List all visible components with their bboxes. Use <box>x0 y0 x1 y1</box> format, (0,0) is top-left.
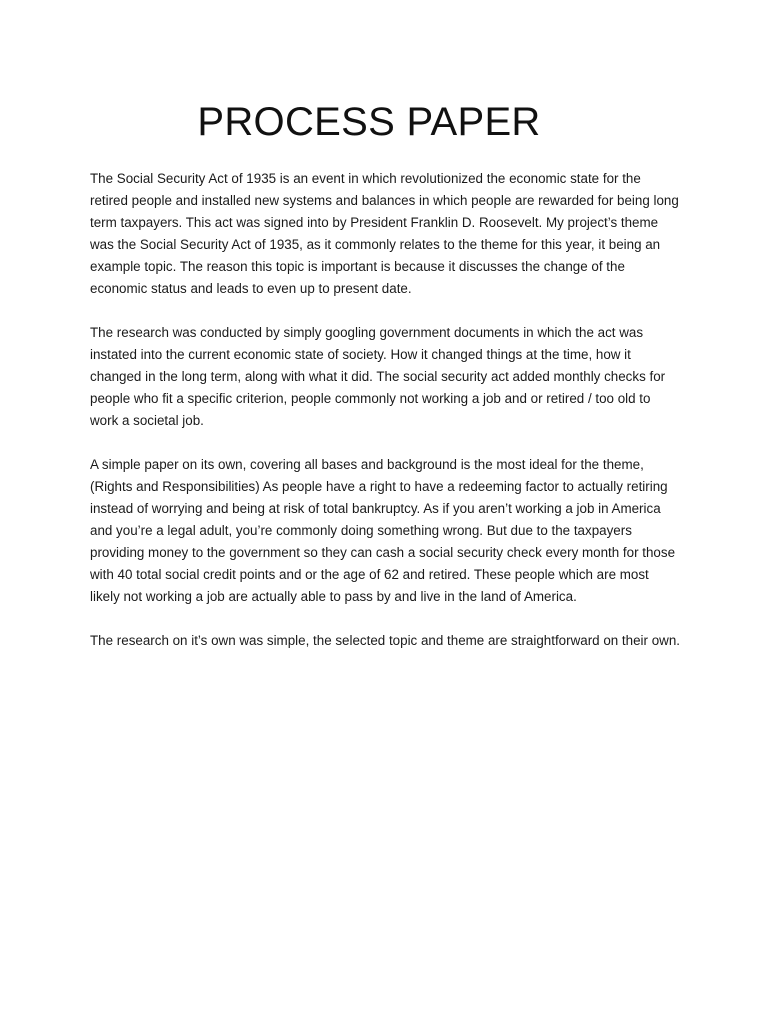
paragraph-4: The research on it’s own was simple, the selected topic and theme are straightforward on their own. <box>90 633 680 648</box>
paragraph-1: The Social Security Act of 1935 is an event in which revolutionized the economic state for the retired people and installed new systems and balances in which people are rewarded for being long term taxpayers. This act was signed into by President Franklin D. Roosevelt. My project’s theme was the Social Security Act of 1935, as it commonly relates to the theme for this year, it being an example topic. The reason this topic is important is because it discusses the change of the economic status and leads to even up to present date. <box>90 171 679 296</box>
page-title: PROCESS PAPER <box>197 100 541 144</box>
paragraph-2: The research was conducted by simply googling government documents in which the act was instated into the current economic state of society. How it changed things at the time, how it changed in the long term, along with what it did. The social security act added monthly checks for people who fit a specific criterion, people commonly not working a job and or retired / too old to work a societal job. <box>90 325 666 428</box>
paragraph-3: A simple paper on its own, covering all bases and background is the most ideal for the theme, (Rights and Responsibilities) As people have a right to have a redeeming factor to actually retiring instead of worrying and being at risk of total bankruptcy. As if you aren’t working a job in America and you’re a legal adult, you’re commonly doing something wrong. But due to the taxpayers providing money to the government so they can cash a social security check every month for those with 40 total social credit points and or the age of 62 and retired. These people which are most likely not working a job are actually able to pass by and live in the land of America. <box>90 457 676 604</box>
document-body <box>90 168 682 674</box>
